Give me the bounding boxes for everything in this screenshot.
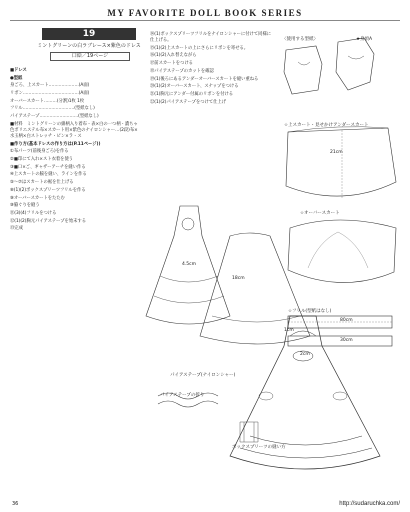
instruction-line: ⑰前スカートをつける	[150, 61, 193, 67]
instruction-line: ■作り方(基本ドレスの作り方は(P.11ページ))	[10, 141, 101, 147]
measure-label: 30cm	[340, 338, 353, 343]
instruction-line: 身ごろ、上スカート…………………(A面)	[10, 83, 90, 89]
instruction-line: ⑫(1)(2)胸元パイアステープを始末する	[10, 218, 87, 224]
dress-illustration	[140, 196, 410, 496]
materials-instructions	[10, 68, 140, 234]
instruction-line: ■ドレス	[10, 68, 27, 73]
instruction-line: パイアステープ………………………(型紙なし)	[10, 114, 99, 120]
instruction-line: ③■口×ご、ギャザーアーチを縫い作る	[10, 164, 86, 170]
instruction-line: ⑮(1)(2)上スカートの上にさらにリボンを寄せる。	[150, 45, 249, 51]
pattern-label: 〈使用する型紙〉	[282, 37, 318, 42]
measure-label: 18cm	[232, 276, 245, 281]
box-pleat-label: ボックスプリーツの縫い方	[232, 445, 286, 450]
instruction-line: ⑱パイアステープのカットを確認	[150, 68, 214, 74]
bodice-label: ★身頃A	[356, 37, 373, 42]
instruction-line: ⑳(1)(2)オーバースカート、スナップをつける	[150, 84, 239, 90]
frill-label: ☆フリル(型紙はなし)	[288, 309, 332, 314]
measure-label: 4.5cm	[182, 262, 197, 267]
instruction-line: オーバースカート………(分割)1枚 1枚	[10, 98, 85, 104]
bodice-front-piece	[284, 46, 322, 94]
series-header: MY FAVORITE DOLL BOOK SERIES	[107, 8, 303, 18]
instruction-line: ⑧(1)(2)ポックスプリーツフリルを作る	[10, 187, 86, 193]
instruction-line: ⑩脇ぐりを縫う	[10, 203, 40, 209]
instruction-line: ②■印にて入れ×スト衣着を使う	[10, 157, 74, 163]
instruction-line: ④上スカートの脇を縫い、ラインを作る	[10, 172, 87, 178]
instruction-line: ⑬完成	[10, 226, 23, 232]
pattern-number: 19	[42, 28, 136, 40]
instruction-line: リボン…………………………………(A面)	[10, 91, 90, 97]
instruction-line: ⑪(3)(4)フリルをつける	[10, 210, 57, 216]
instruction-line: フリル………………………………(型紙なし)	[10, 106, 95, 112]
instruction-line: ⑨オーバースカートをたたむ	[10, 195, 65, 201]
instruction-line: ⑭(1)ポックスプリーツフリルをナイロンシャーに付けて同様に仕上げる。	[150, 32, 272, 44]
steps-column	[150, 32, 272, 107]
dress-title: ミントグリーンの白ラブレース×紫色のドレス	[37, 43, 141, 49]
bias-tape-label: パイアステープの折り	[160, 393, 205, 398]
instruction-line: ⑤～⑦はスカートの裾を仕上げる	[10, 180, 74, 186]
instruction-line: ■材料 ミントグリーンの綿柄入り着布・表×白の一つ柄・濃ちゃ色ポリエステル布×スカート用×紫色のナイロンシャー…(2段)布×水玉柄×白ストレッチ・ピン×ラ・ス	[10, 121, 138, 139]
header-rule	[10, 20, 400, 21]
page-number: 36	[12, 501, 19, 507]
measure-label: 2cm	[300, 352, 310, 357]
measure-label: 80cm	[340, 318, 353, 323]
instruction-line: ㉑(1)胸元にアンダー付属のリボンを付ける	[150, 91, 234, 97]
measure-label: 1cm	[284, 328, 294, 333]
instruction-line: ⑯(1)(2)入れ替えながら	[150, 53, 197, 59]
bias-tape-note: パイアステープ(ナイロンシャー)	[170, 373, 236, 378]
instruction-line: ⑲(1)後ろにあるアンダーオーバースカートを縫い重ねる	[150, 76, 259, 82]
instruction-line: ●型紙	[10, 75, 23, 81]
upper-skirt-piece	[286, 128, 396, 196]
instruction-line: ㉒(1)(2)パイアステープをつけて仕上げ	[150, 99, 227, 105]
measure-label: 21cm	[330, 150, 343, 155]
page-reference: 口絵／19ページ	[50, 52, 130, 61]
source-url[interactable]: http://sudaruchka.com/	[339, 501, 400, 507]
bodice-back-piece	[336, 38, 374, 90]
instruction-line: ①布パーツ(前後身ごろ)を作る	[10, 149, 69, 155]
over-skirt-label: ☆オーバースカート	[300, 211, 340, 216]
upper-skirt-label: ☆上スカート・見せかけアンダースカート	[284, 123, 369, 128]
